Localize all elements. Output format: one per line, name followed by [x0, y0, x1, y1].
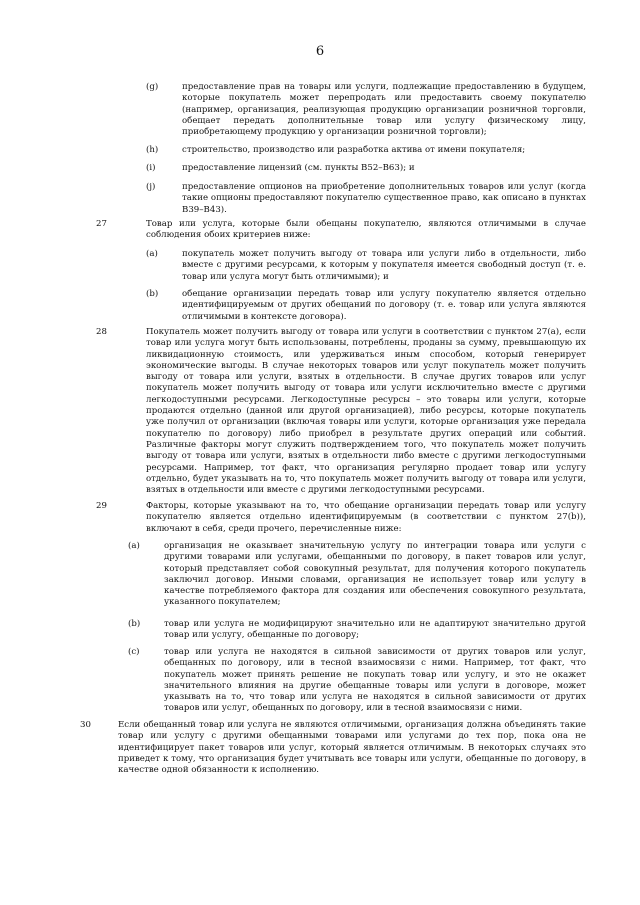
- item-text: предоставление опционов на приобретение дополнительных товаров или услуг (когда такие опционы предоставляют покупателю существенное право, как описано в пунктах B39–B43).: [182, 182, 586, 215]
- item-text: покупатель может получить выгоду от товара или услуги либо в отдельности, либо вместе с другими ресурсами, к которым у покупателя имеется свободный доступ (т. е. товар или услуга могут быть отличимыми); и: [182, 249, 586, 282]
- item-text: организация не оказывает значительную услугу по интеграции товара или услуги с другими товарами или услугами, обещанными по договору, в пакет товаров или услуг, который представляет собой совокупный результат, для получения которого покупатель заключил договор. Иными словами, организация не использует товар или услугу в качестве потребляемого фактора для создания или обеспечения совокупного результата, указанного покупателем;: [164, 541, 586, 608]
- paragraph-text: Если обещанный товар или услуга не являются отличимыми, организация должна объединять такие товар или услугу с другими обещанными товарами или услугами до тех пор, пока она не идентифицирует пакет товаров или услуг, который является отличимым. В некоторых случаях это приведет к тому, что организация будет учитывать все товары или услуги, обещанные по договору, в качестве одной обязанности к исполнению.: [118, 720, 586, 776]
- item-text: предоставление прав на товары или услуги, подлежащие предоставлению в будущем, которые покупатель может перепродать или предоставить своему покупателю (например, организация, реализующая продукцию организации розничной торговли, обещает передать дополнительные товар или услугу физическому лицу, приобретающему продукцию у организации розничной торговли);: [182, 82, 586, 138]
- page-number: 6: [315, 44, 325, 59]
- paragraph-text: Товар или услуга, которые были обещаны покупателю, являются отличимыми в случае соблюдения обоих критериев ниже:: [146, 219, 586, 241]
- item-label: (c): [128, 647, 140, 657]
- item-text: товар или услуга не находятся в сильной зависимости от других товаров или услуг, обещанных по договору, или в тесной взаимосвязи с ними. Например, тот факт, что покупатель может принять решение не покупать товар или услугу, и это не окажет значительного влияния на другие обещанные товары или услуги в договоре, может указывать на то, что товар или услуга не находятся в сильной зависимости от других товаров или услуг, обещанных по договору, или в тесной взаимосвязи с ними.: [164, 647, 586, 714]
- paragraph-number: 29: [96, 501, 107, 511]
- item-label: (b): [128, 619, 141, 629]
- paragraph-number: 27: [96, 219, 107, 229]
- paragraph-number: 28: [96, 327, 107, 337]
- item-text: предоставление лицензий (см. пункты B52–B63); и: [182, 163, 415, 173]
- item-label: (b): [146, 289, 159, 299]
- paragraph-text: Факторы, которые указывают на то, что обещание организации передать товар или услугу покупателю является отдельно идентифицируемым (в соответствии с пунктом 27(b)), включают в себя, среди прочего, перечисленные ниже:: [146, 501, 586, 534]
- item-text: товар или услуга не модифицируют значительно или не адаптируют значительно другой товар или услугу, обещанные по договору;: [164, 619, 586, 641]
- paragraph-number: 30: [80, 720, 91, 730]
- item-label: (a): [128, 541, 140, 551]
- item-label: (i): [146, 163, 156, 173]
- item-label: (g): [146, 82, 159, 92]
- paragraph-text: Покупатель может получить выгоду от товара или услуги в соответствии с пунктом 27(a), если товар или услуга могут быть использованы, потреблены, проданы за сумму, превышающую их ликвидационную стоимость, или удерживаться иным способом, который генерирует экономические выгоды. В случае некоторых товаров или услуг покупатель может получить выгоду от товара или услуги, взятых в отдельности. В случае других товаров или услуг покупатель может получить выгоду от товара или услуги исключительно вместе с другими легкодоступными ресурсами. Легкодоступные ресурсы – это товары или услуги, которые продаются отдельно (данной или другой организацией), либо ресурсы, которые покупатель уже получил от организации (включая товары или услуги, которые организация уже передала покупателю по договору) либо приобрел в результате других операций или событий. Различные факторы могут служить подтверждением того, что покупатель может получить выгоду от товара или услуги, взятых в отдельности либо вместе с другими легкодоступными ресурсами. Например, тот факт, что организация регулярно продает товар или услугу отдельно, будет указывать на то, что покупатель может получить выгоду от товара или услуги, взятых в отдельности или вместе с другими легкодоступными ресурсами.: [146, 327, 586, 496]
- item-text: строительство, производство или разработка актива от имени покупателя;: [182, 145, 526, 155]
- item-text: обещание организации передать товар или услугу покупателю является отдельно идентифицируемым от других обещаний по договору (т. е. товар или услуга являются отличимыми в контексте договора).: [182, 289, 586, 322]
- item-label: (a): [146, 249, 158, 259]
- item-label: (j): [146, 182, 156, 192]
- item-label: (h): [146, 145, 159, 155]
